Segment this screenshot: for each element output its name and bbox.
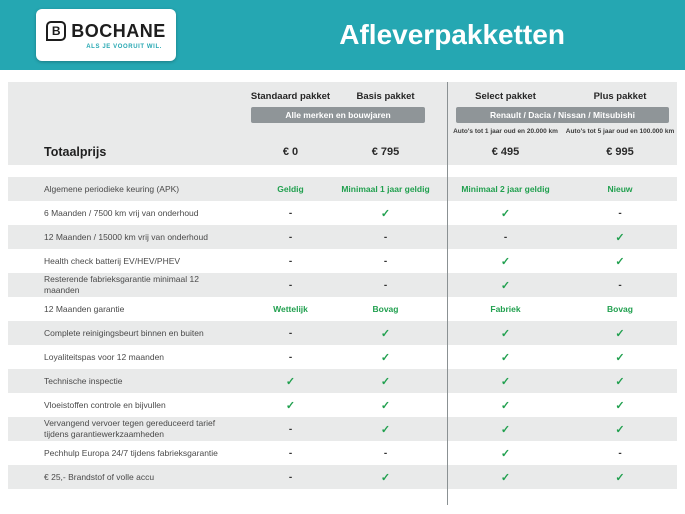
header-bar (0, 0, 685, 70)
plus-pakket-conditions: Auto's tot 5 jaar oud en 100.000 km (565, 127, 675, 135)
row-label: 6 Maanden / 7500 km vrij van onderhoud (44, 207, 199, 218)
row-label: Algemene periodieke keuring (APK) (44, 183, 180, 194)
table-row (8, 417, 677, 441)
row-label: Vloeistoffen controle en bijvullen (44, 399, 166, 410)
check-icon: ✓ (615, 327, 625, 340)
dash-mark: - (288, 423, 293, 435)
check-icon: ✓ (500, 279, 511, 292)
check-icon: ✓ (380, 207, 391, 220)
brand-tagline: ALS JE VOORUIT WIL. (86, 43, 162, 50)
total-price-basis: € 795 (371, 145, 400, 158)
dash-mark: - (288, 447, 293, 459)
dash-mark: - (288, 255, 293, 267)
check-icon: ✓ (500, 375, 511, 388)
table-header-band (8, 82, 677, 165)
check-icon: ✓ (500, 399, 511, 412)
badge-row (8, 107, 677, 123)
check-icon: ✓ (285, 399, 296, 412)
dash-mark: - (383, 279, 388, 291)
dash-mark: - (288, 231, 293, 243)
total-price-label: Totaalprijs (44, 144, 107, 159)
total-price-plus: € 995 (606, 145, 634, 158)
check-icon: ✓ (500, 423, 511, 436)
check-icon: ✓ (500, 255, 511, 268)
table-row (8, 321, 677, 345)
table-row (8, 249, 677, 273)
table-row (8, 297, 677, 321)
bochane-b-icon: B (46, 21, 66, 41)
dash-mark: - (288, 207, 293, 219)
check-icon: ✓ (500, 351, 511, 364)
check-icon: ✓ (615, 471, 625, 484)
table-row (8, 201, 677, 225)
badge-renault-dacia-nissan-mitsubishi: Renault / Dacia / Nissan / Mitsubishi (456, 107, 669, 123)
row-label: 12 Maanden / 15000 km vrij van onderhoud (44, 231, 208, 242)
feature-value: Fabriek (490, 304, 521, 314)
dash-mark: - (288, 327, 293, 339)
feature-value: Bovag (372, 304, 399, 314)
brand-logo (36, 9, 176, 61)
row-label: Technische inspectie (44, 375, 123, 386)
dash-mark: - (383, 255, 388, 267)
feature-value: Nieuw (607, 184, 633, 194)
group-divider (447, 82, 448, 505)
table-row (8, 177, 677, 201)
row-label: Resterende fabrieksgarantie minimaal 12 maanden (44, 274, 199, 295)
check-icon: ✓ (615, 375, 625, 388)
table-row (8, 225, 677, 249)
dash-mark: - (503, 231, 508, 243)
check-icon: ✓ (285, 375, 296, 388)
col-standaard-pakket: Standaard pakket (250, 91, 331, 102)
dash-mark: - (288, 279, 293, 291)
feature-rows (8, 177, 677, 489)
check-icon: ✓ (500, 471, 511, 484)
dash-mark: - (618, 447, 622, 459)
table-row (8, 369, 677, 393)
package-title-row (8, 89, 677, 104)
feature-value: Minimaal 2 jaar geldig (461, 184, 550, 194)
table-row (8, 273, 677, 297)
col-basis-pakket: Basis pakket (356, 91, 415, 102)
col-select-pakket: Select pakket (475, 91, 536, 102)
table-row (8, 441, 677, 465)
check-icon: ✓ (615, 351, 625, 364)
row-label: Health check batterij EV/HEV/PHEV (44, 255, 181, 266)
row-label: Loyaliteitspas voor 12 maanden (44, 351, 165, 362)
dash-mark: - (618, 207, 622, 219)
table-row (8, 393, 677, 417)
check-icon: ✓ (380, 327, 391, 340)
row-label: € 25,- Brandstof of volle accu (44, 471, 155, 482)
row-label: Complete reinigingsbeurt binnen en buiten (44, 327, 204, 338)
feature-value: Wettelijk (273, 304, 308, 314)
total-price-row (8, 138, 677, 165)
check-icon: ✓ (380, 423, 391, 436)
check-icon: ✓ (380, 351, 391, 364)
table-row (8, 345, 677, 369)
table-row (8, 465, 677, 489)
feature-value: Geldig (277, 184, 304, 194)
check-icon: ✓ (380, 471, 391, 484)
brand-name: BOCHANE (71, 20, 166, 41)
dash-mark: - (288, 351, 293, 363)
dash-mark: - (383, 231, 388, 243)
dash-mark: - (288, 471, 293, 483)
logo-row (46, 21, 166, 42)
select-pakket-conditions: Auto's tot 1 jaar oud en 20.000 km (453, 127, 558, 135)
badge-alle-merken: Alle merken en bouwjaren (251, 107, 425, 123)
row-label: Pechhulp Europa 24/7 tijdens fabrieksgarantie (44, 447, 218, 458)
check-icon: ✓ (380, 399, 391, 412)
check-icon: ✓ (380, 375, 391, 388)
check-icon: ✓ (615, 255, 625, 268)
check-icon: ✓ (500, 447, 511, 460)
check-icon: ✓ (615, 423, 625, 436)
dash-mark: - (383, 447, 388, 459)
dash-mark: - (618, 279, 622, 291)
feature-value: Bovag (607, 304, 633, 314)
check-icon: ✓ (615, 399, 625, 412)
total-price-select: € 495 (491, 145, 520, 158)
col-plus-pakket: Plus pakket (593, 91, 647, 102)
page-title: Afleverpakketten (339, 19, 565, 50)
row-label: Vervangend vervoer tegen gereduceerd tarief tijdens garantiewerkzaamheden (44, 418, 216, 439)
check-icon: ✓ (500, 327, 511, 340)
row-label: 12 Maanden garantie (44, 303, 125, 314)
subnote-row (8, 126, 677, 136)
total-price-standaard: € 0 (282, 145, 299, 158)
check-icon: ✓ (615, 231, 625, 244)
check-icon: ✓ (500, 207, 511, 220)
feature-value: Minimaal 1 jaar geldig (341, 184, 430, 194)
